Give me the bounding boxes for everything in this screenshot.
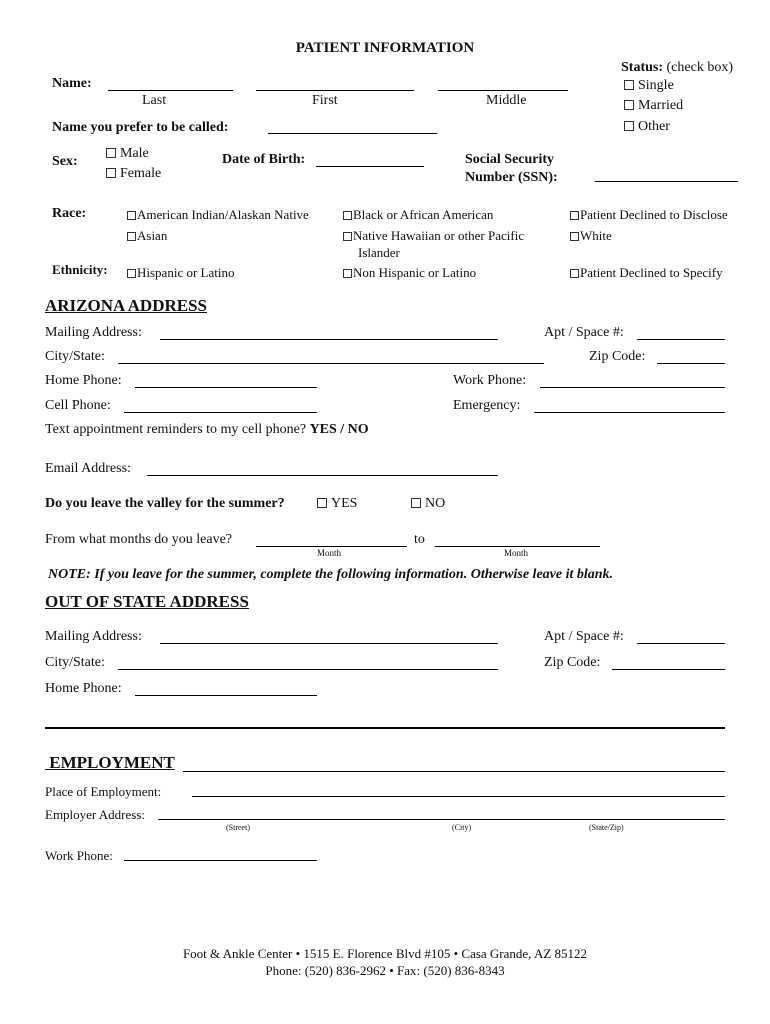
checkbox-icon[interactable]	[343, 232, 352, 241]
oos-home-phone-label: Home Phone:	[45, 681, 122, 696]
race-option-label: White	[580, 228, 612, 243]
race-option-black[interactable]	[343, 207, 493, 223]
oos-zip-field[interactable]	[612, 669, 725, 670]
summer-note: NOTE: If you leave for the summer, complete the following information. Otherwise leave it blank.	[48, 567, 614, 582]
last-name-field[interactable]	[108, 90, 233, 91]
employment-work-phone-label: Work Phone:	[45, 848, 113, 863]
employer-address-label: Employer Address:	[45, 807, 146, 822]
az-work-phone-label: Work Phone:	[453, 373, 527, 388]
az-city-label: City/State:	[45, 349, 105, 364]
az-emergency-field[interactable]	[534, 412, 725, 413]
checkbox-icon[interactable]	[570, 269, 579, 278]
az-emergency-label: Emergency:	[453, 398, 521, 413]
footer-phone: Phone: (520) 836-2962 • Fax: (520) 836-8343	[265, 963, 505, 978]
status-option-single[interactable]	[624, 78, 674, 94]
ethnicity-label: Ethnicity:	[52, 262, 108, 277]
checkbox-icon[interactable]	[624, 121, 634, 131]
az-home-phone-label: Home Phone:	[45, 373, 122, 388]
employment-place-field[interactable]	[192, 796, 725, 797]
last-caption: Last	[142, 93, 167, 108]
checkbox-icon[interactable]	[106, 168, 116, 178]
sex-option-label: Male	[120, 146, 149, 161]
preferred-name-field[interactable]	[268, 133, 437, 134]
az-cell-phone-label: Cell Phone:	[45, 398, 111, 413]
employment-place-label: Place of Employment:	[45, 784, 162, 799]
checkbox-icon[interactable]	[570, 211, 579, 220]
race-option-asian[interactable]	[127, 228, 167, 244]
race-option-label: American Indian/Alaskan Native	[137, 207, 309, 222]
month-caption-to: Month	[504, 548, 529, 558]
employment-work-phone-field[interactable]	[124, 860, 317, 861]
checkbox-icon[interactable]	[570, 232, 579, 241]
middle-caption: Middle	[486, 93, 527, 108]
race-option-white[interactable]	[570, 228, 612, 244]
status-option-label: Single	[638, 78, 674, 93]
az-home-phone-field[interactable]	[135, 387, 317, 388]
text-reminders-label: Text appointment reminders to my cell phone?	[45, 422, 307, 437]
checkbox-icon[interactable]	[343, 269, 352, 278]
az-zip-field[interactable]	[657, 363, 725, 364]
leave-month-from-field[interactable]	[256, 546, 407, 547]
az-mailing-field[interactable]	[160, 339, 498, 340]
oos-apt-field[interactable]	[637, 643, 725, 644]
employer-address-field[interactable]	[158, 819, 725, 820]
checkbox-icon[interactable]	[317, 498, 327, 508]
oos-city-field[interactable]	[118, 669, 498, 670]
status-option-married[interactable]	[624, 98, 683, 114]
checkbox-icon[interactable]	[127, 269, 136, 278]
dob-field[interactable]	[316, 166, 424, 167]
employment-heading-rule	[183, 771, 725, 772]
race-option-american-indian[interactable]	[127, 207, 309, 223]
out-of-state-heading: OUT OF STATE ADDRESS	[45, 592, 249, 611]
months-question: From what months do you leave?	[45, 532, 233, 547]
employment-heading-text: EMPLOYMENT	[49, 753, 175, 772]
street-caption: (Street)	[226, 823, 250, 832]
race-option-label: Black or African American	[353, 207, 494, 222]
ssn-label-line1: Social Security	[465, 152, 555, 167]
race-label: Race:	[52, 206, 87, 221]
status-label	[621, 60, 733, 76]
race-option-declined[interactable]	[570, 207, 728, 223]
status-option-label: Other	[638, 119, 670, 134]
month-caption-from: Month	[317, 548, 342, 558]
first-name-field[interactable]	[256, 90, 414, 91]
oos-home-phone-field[interactable]	[135, 695, 317, 696]
text-reminders-question	[45, 422, 369, 438]
ethnicity-option-hispanic[interactable]	[127, 265, 234, 281]
first-caption: First	[312, 93, 338, 108]
az-work-phone-field[interactable]	[540, 387, 725, 388]
middle-name-field[interactable]	[438, 90, 568, 91]
ssn-field[interactable]	[595, 181, 738, 182]
leave-valley-no-label: NO	[425, 496, 446, 511]
status-label-text: Status:	[621, 60, 664, 75]
status-hint: (check box)	[666, 60, 733, 75]
state-zip-caption: (State/Zip)	[589, 823, 624, 832]
checkbox-icon[interactable]	[624, 100, 634, 110]
footer-address: Foot & Ankle Center • 1515 E. Florence Blvd #105 • Casa Grande, AZ 85122	[182, 946, 588, 961]
sex-option-male[interactable]	[106, 146, 149, 162]
checkbox-icon[interactable]	[343, 211, 352, 220]
status-option-other[interactable]	[624, 119, 670, 135]
checkbox-icon[interactable]	[411, 498, 421, 508]
race-option-native-hawaiian[interactable]	[343, 228, 524, 244]
oos-city-label: City/State:	[45, 655, 105, 670]
leave-valley-yes-label: YES	[331, 496, 358, 511]
status-option-label: Married	[638, 98, 684, 113]
checkbox-icon[interactable]	[127, 232, 136, 241]
arizona-address-heading: ARIZONA ADDRESS	[45, 296, 208, 315]
ethnicity-option-label: Non Hispanic or Latino	[353, 265, 477, 280]
az-apt-label: Apt / Space #:	[544, 325, 624, 340]
email-label: Email Address:	[45, 461, 131, 476]
checkbox-icon[interactable]	[106, 148, 116, 158]
leave-valley-question: Do you leave the valley for the summer?	[45, 496, 285, 511]
sex-label: Sex:	[52, 154, 78, 169]
race-option-label: Native Hawaiian or other Pacific	[353, 228, 525, 243]
az-mailing-label: Mailing Address:	[45, 325, 142, 340]
page-title: PATIENT INFORMATION	[295, 40, 475, 56]
leave-valley-yes[interactable]	[317, 496, 357, 512]
race-option-label: Asian	[137, 228, 168, 243]
ethnicity-option-label: Patient Declined to Specify	[580, 265, 723, 280]
section-divider	[45, 727, 725, 729]
city-caption: (City)	[452, 823, 472, 832]
oos-mailing-field[interactable]	[160, 643, 498, 644]
ssn-label-line2: Number (SSN):	[465, 170, 558, 185]
oos-apt-label: Apt / Space #:	[544, 629, 624, 644]
ethnicity-option-declined[interactable]	[570, 265, 723, 281]
sex-option-female[interactable]	[106, 166, 161, 182]
email-field[interactable]	[147, 475, 498, 476]
name-label: Name:	[52, 76, 92, 91]
employment-heading	[45, 753, 175, 773]
oos-mailing-label: Mailing Address:	[45, 629, 142, 644]
preferred-name-label: Name you prefer to be called:	[52, 120, 229, 135]
text-reminders-yes-no[interactable]: YES / NO	[309, 422, 369, 437]
race-option-islander-line2: Islander	[358, 245, 400, 260]
az-apt-field[interactable]	[637, 339, 725, 340]
ethnicity-option-label: Hispanic or Latino	[137, 265, 235, 280]
dob-label: Date of Birth:	[222, 152, 306, 167]
checkbox-icon[interactable]	[127, 211, 136, 220]
sex-option-label: Female	[120, 166, 162, 181]
checkbox-icon[interactable]	[624, 80, 634, 90]
az-city-field[interactable]	[118, 363, 544, 364]
months-to-label: to	[414, 532, 425, 547]
leave-valley-no[interactable]	[411, 496, 445, 512]
race-option-label: Patient Declined to Disclose	[580, 207, 728, 222]
ethnicity-option-non-hispanic[interactable]	[343, 265, 476, 281]
leave-month-to-field[interactable]	[435, 546, 600, 547]
oos-zip-label: Zip Code:	[544, 655, 601, 670]
az-cell-phone-field[interactable]	[124, 412, 317, 413]
az-zip-label: Zip Code:	[589, 349, 646, 364]
